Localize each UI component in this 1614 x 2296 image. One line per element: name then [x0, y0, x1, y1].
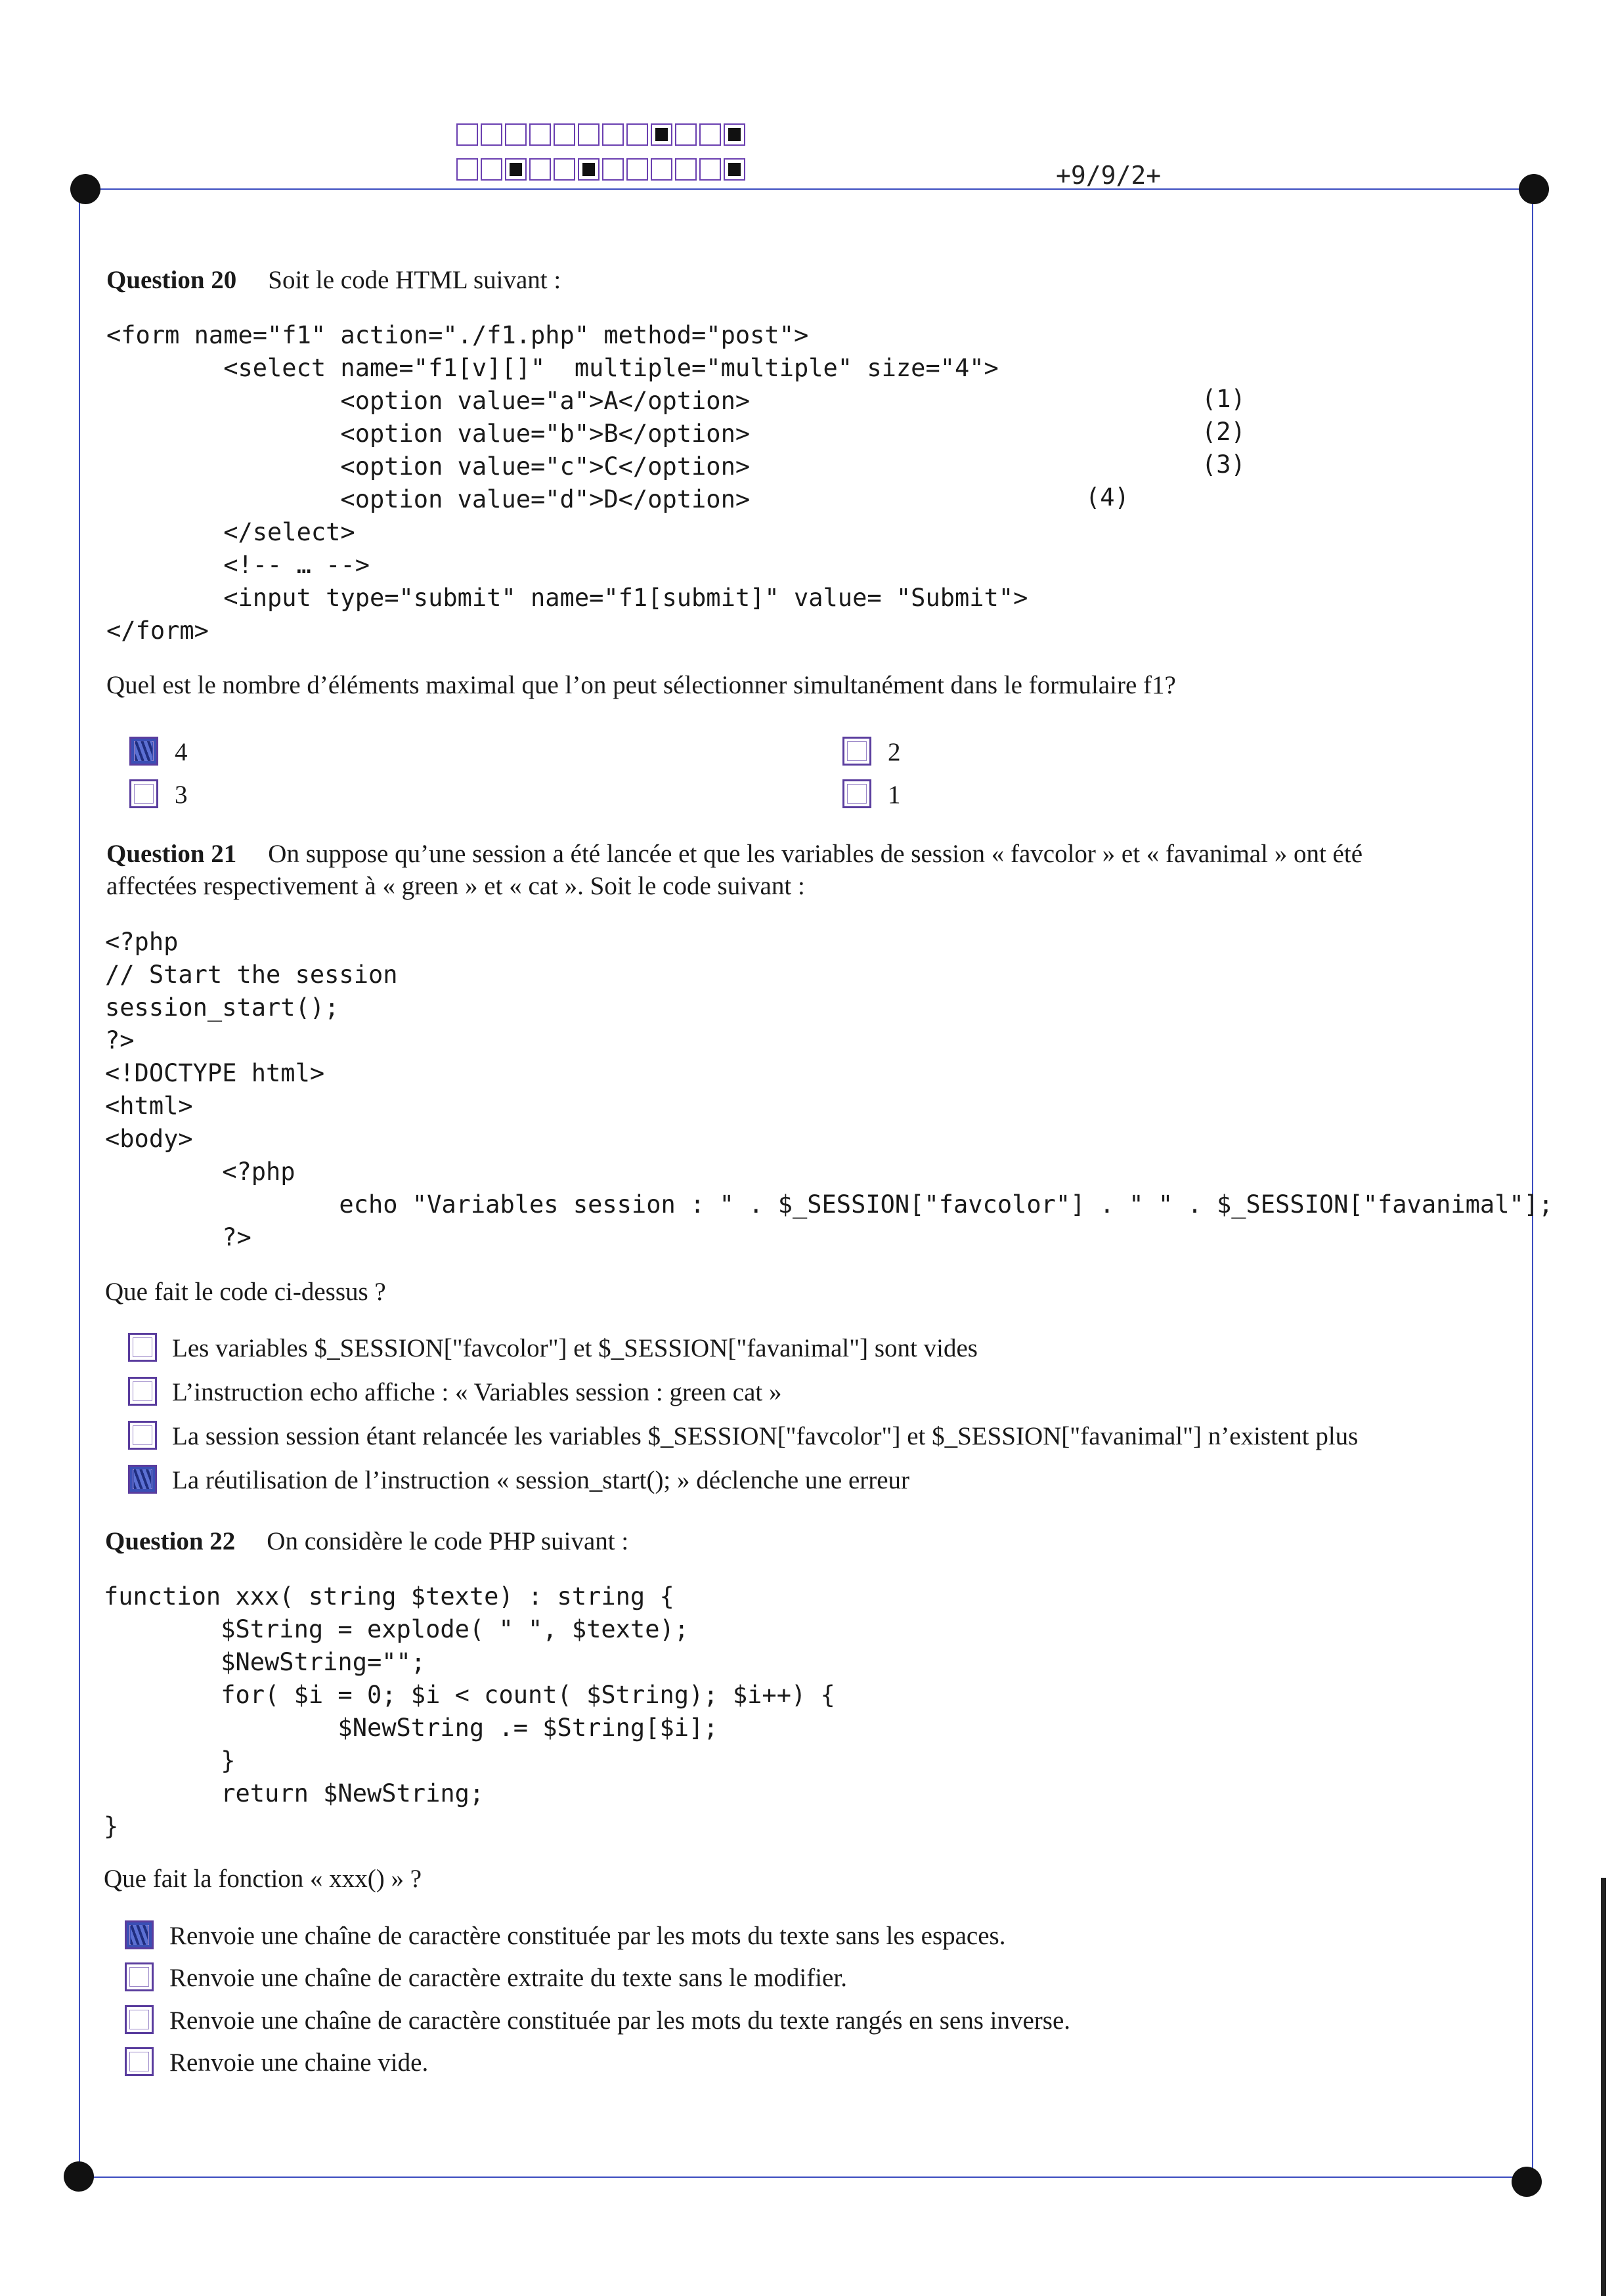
barcode-cell: [554, 123, 575, 146]
barcode-cell: [578, 158, 600, 181]
answer-checkbox-reversed-words[interactable]: [125, 2005, 154, 2034]
answer-checkbox-1[interactable]: [842, 779, 871, 808]
answer-label-empty-string: Renvoie une chaine vide.: [169, 2048, 429, 2077]
barcode-cell: [675, 158, 697, 181]
barcode-cell: [651, 158, 672, 181]
barcode-cell: [456, 158, 478, 181]
barcode-cell: [602, 158, 624, 181]
barcode-cell: [626, 158, 648, 181]
code-line: <!DOCTYPE html>: [105, 1059, 325, 1087]
question-20-title: [106, 264, 561, 297]
code-line: <body>: [105, 1125, 193, 1153]
answer-label-session-start-error: La réutilisation de l’instruction « session_start(); » déclenche une erreur: [172, 1466, 910, 1494]
answer-label-sessions-empty: Les variables $_SESSION["favcolor"] et $_SESSION["favanimal"] sont vides: [172, 1334, 978, 1362]
answer-label-3: 3: [175, 781, 188, 809]
question-21-text-line2: affectées respectivement à « green » et « cat ». Soit le code suivant :: [106, 872, 805, 900]
code-line: return $NewString;: [104, 1779, 485, 1808]
barcode-cell: [505, 158, 527, 181]
barcode-cell: [481, 123, 502, 146]
code-line: for( $i = 0; $i < count( $String); $i++) {: [104, 1681, 835, 1709]
question-20-code: [106, 319, 1028, 647]
answer-label-2: 2: [888, 738, 901, 766]
code-line: ?>: [105, 1223, 251, 1251]
barcode-cell: [724, 158, 745, 181]
question-20-prompt: Quel est le nombre d’éléments maximal que l’on peut sélectionner simultanément dans le formulaire f1?: [106, 671, 1176, 699]
barcode-cell: [626, 123, 648, 146]
code-line: <option value="a">A</option>: [106, 387, 751, 415]
answer-checkbox-sessions-empty[interactable]: [128, 1333, 157, 1362]
answer-checkbox-2[interactable]: [842, 737, 871, 766]
barcode-cell: [724, 123, 745, 146]
page-id: +9/9/2+: [1056, 161, 1162, 190]
answer-label-4: 4: [175, 738, 188, 766]
barcode-cell: [505, 123, 527, 146]
code-line: ?>: [105, 1026, 135, 1054]
code-line: <?php: [105, 1158, 295, 1186]
question-20-label: Question 20: [106, 266, 237, 294]
answer-checkbox-3[interactable]: [129, 779, 158, 808]
code-line: }: [104, 1746, 236, 1775]
answer-label-echo-green-cat: L’instruction echo affiche : « Variables session : green cat »: [172, 1378, 782, 1406]
barcode-cell: [699, 158, 721, 181]
barcode-row-2: [456, 158, 748, 183]
question-21-label: Question 21: [106, 840, 237, 868]
answer-label-variables-gone: La session session étant relancée les variables $_SESSION["favcolor"] et $_SESSION["favanimal"] n’existent plus: [172, 1422, 1359, 1450]
question-21-text-line1: On suppose qu’une session a été lancée et que les variables de session « favcolor » et « favanimal » ont été: [268, 840, 1363, 868]
answer-checkbox-variables-gone[interactable]: [128, 1421, 157, 1450]
code-line: <option value="b">B</option>: [106, 420, 751, 448]
barcode-row-1: [456, 123, 748, 148]
answer-checkbox-4[interactable]: [129, 737, 158, 766]
code-line: // Start the session: [105, 961, 398, 989]
barcode-cell: [481, 158, 502, 181]
code-line: <input type="submit" name="f1[submit]" value= "Submit">: [106, 584, 1028, 612]
question-21-title: [106, 838, 1363, 871]
barcode-cell: [456, 123, 478, 146]
barcode-cell: [651, 123, 672, 146]
code-line: <option value="d">D</option>: [106, 485, 751, 513]
answer-checkbox-echo-green-cat[interactable]: [128, 1377, 157, 1406]
answer-label-1: 1: [888, 781, 901, 809]
option-marker-1: (1): [1202, 385, 1246, 413]
question-22-text: On considère le code PHP suivant :: [267, 1527, 629, 1555]
barcode-cell: [699, 123, 721, 146]
question-22-label: Question 22: [105, 1527, 236, 1555]
code-line: <select name="f1[v][]" multiple="multiple" size="4">: [106, 354, 999, 382]
answer-label-reversed-words: Renvoie une chaîne de caractère constituée par les mots du texte rangés en sens inverse.: [169, 2006, 1071, 2035]
code-line: }: [104, 1812, 119, 1840]
question-21-code: [105, 926, 1553, 1254]
question-22-prompt: Que fait la fonction « xxx() » ?: [104, 1865, 422, 1893]
code-line: <form name="f1" action="./f1.php" method="post">: [106, 321, 809, 349]
code-line: function xxx( string $texte) : string {: [104, 1582, 674, 1611]
barcode-cell: [529, 158, 551, 181]
code-line: </form>: [106, 617, 209, 645]
option-marker-2: (2): [1202, 418, 1246, 446]
barcode-cell: [675, 123, 697, 146]
corner-mark-bottom-left: [64, 2161, 94, 2192]
answer-checkbox-extract-unchanged[interactable]: [125, 1962, 154, 1991]
code-line: $String = explode( " ", $texte);: [104, 1615, 689, 1643]
answer-label-words-no-spaces: Renvoie une chaîne de caractère constituée par les mots du texte sans les espaces.: [169, 1922, 1006, 1950]
barcode-cell: [602, 123, 624, 146]
corner-mark-top-left: [70, 174, 100, 204]
code-line: <?php: [105, 928, 179, 956]
answer-checkbox-empty-string[interactable]: [125, 2047, 154, 2076]
code-line: $NewString .= $String[$i];: [104, 1714, 718, 1742]
question-22-code: [104, 1580, 835, 1843]
corner-mark-top-right: [1519, 174, 1549, 204]
option-marker-4: (4): [1085, 483, 1129, 511]
question-22-title: [105, 1525, 628, 1558]
barcode-cell: [578, 123, 600, 146]
code-line: $NewString="";: [104, 1648, 426, 1676]
code-line: <option value="c">C</option>: [106, 452, 751, 481]
answer-label-extract-unchanged: Renvoie une chaîne de caractère extraite du texte sans le modifier.: [169, 1964, 847, 1992]
scan-edge-bar: [1601, 1878, 1606, 2296]
question-21-prompt: Que fait le code ci-dessus ?: [105, 1278, 386, 1306]
answer-checkbox-session-start-error[interactable]: [128, 1465, 157, 1494]
code-line: <html>: [105, 1092, 193, 1120]
answer-checkbox-words-no-spaces[interactable]: [125, 1920, 154, 1949]
corner-mark-bottom-right: [1512, 2167, 1542, 2197]
question-20-text: Soit le code HTML suivant :: [268, 266, 561, 294]
code-line: <!-- … -->: [106, 551, 370, 579]
barcode-cell: [554, 158, 575, 181]
code-line: </select>: [106, 518, 355, 546]
option-marker-3: (3): [1202, 450, 1246, 479]
barcode-cell: [529, 123, 551, 146]
code-line: session_start();: [105, 993, 339, 1022]
code-line: echo "Variables session : " . $_SESSION["favcolor"] . " " . $_SESSION["favanimal"];: [105, 1190, 1554, 1219]
